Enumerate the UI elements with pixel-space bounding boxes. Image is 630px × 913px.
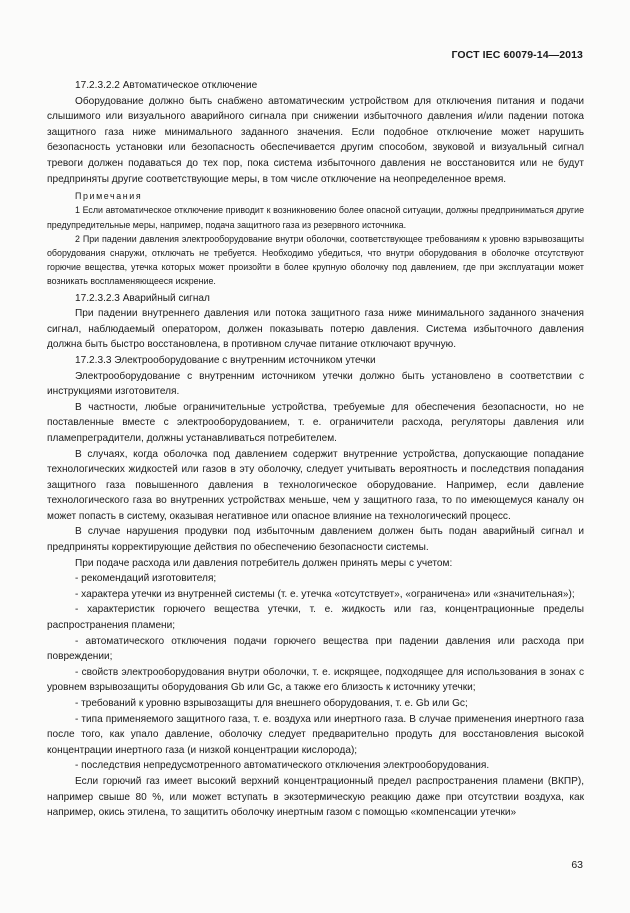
paragraph-flammable-gas: Если горючий газ имеет высокий верхний концентрационный предел распространения пламени (ВКПР), например свыше 80 %, или может вступать в экзотермическую реакцию даже при отсутствии воздуха, как например, окись этилена, то защитить оболочку инертным газом с помощью «компенсации утечки»: [47, 775, 584, 819]
document-body: [47, 78, 584, 821]
section-heading-alarm: 17.2.3.2.3 Аварийный сигнал: [75, 292, 210, 304]
list-item: - свойств электрооборудования внутри оболочки, т. е. искрящее, подходящее для использования в зонах с уровнем взрывозащиты оборудования Gb или Gc, а также его близость к источнику утечки;: [47, 666, 584, 694]
paragraph-measures-intro: При подаче расхода или давления потребитель должен принять меры с учетом:: [75, 557, 453, 569]
paragraph-auto-shutdown: Оборудование должно быть снабжено автоматическим устройством для отключения питания и подачи слышимого или визуального аварийного сигнала при снижении избыточного давления и/или падении потока защитного газа ниже минимального заданного значения. Если подобное отключение может нарушить безопасность установки или безопасность обеспечивается другим способом, звуковой и визуальный сигнал тревоги должен подаваться до тех пор, пока система избыточного давления не восстановится или не будут предприняты другие соответствующие меры, в том числе отключение на неопределенное время.: [47, 95, 584, 185]
note-2: 2 При падении давления электрооборудование внутри оболочки, соответствующее требованиям к уровню взрывозащиты оборудования снаружи, отключать не требуется. Необходимо убедиться, что внутри оборудования в оболочке отсутствуют горючие вещества, утечка которых может произойти в более крупную оболочку под давлением, где при эксплуатации может возникать воспламеняющееся искрение.: [47, 233, 584, 287]
note-1: 1 Если автоматическое отключение приводит к возникновению более опасной ситуации, должны предприниматься другие предупредительные меры, например, подача защитного газа из резервного источника.: [47, 205, 584, 230]
notes-title: Примечания: [75, 191, 143, 202]
paragraph-alarm: При падении внутреннего давления или потока защитного газа ниже минимального заданного значения сигнал, наблюдаемый оператором, должен показывать потерю давления. Система избыточного давления должна быть быстро восстановлена, в противном случае питание отключают вручную.: [47, 308, 584, 351]
page-number: 63: [571, 859, 583, 871]
paragraph-installation: Электрооборудование с внутренним источником утечки должно быть установлено в соответствии с инструкциями изготовителя.: [47, 370, 584, 398]
section-heading-auto-shutdown: 17.2.3.2.2 Автоматическое отключение: [75, 80, 258, 91]
list-item: - автоматического отключения подачи горючего вещества при падении давления или расхода при повреждении;: [47, 635, 584, 663]
list-item: - последствия непредусмотренного автоматического отключения электрооборудования.: [75, 760, 490, 772]
list-item: - требований к уровню взрывозащиты для внешнего оборудования, т. е. Gb или Gc;: [75, 698, 468, 710]
list-item: - рекомендаций изготовителя;: [75, 573, 217, 585]
list-item: - характера утечки из внутренней системы (т. е. утечка «отсутствует», «ограничена» или «значительная»);: [75, 588, 575, 600]
list-item: - характеристик горючего вещества утечки, т. е. жидкость или газ, концентрационные пределы распространения пламени;: [47, 604, 584, 632]
list-item: - типа применяемого защитного газа, т. е. воздуха или инертного газа. В случае применения инертного газа после того, как упало давление, оболочку следует предварительно продуть для восстановления высокой концентрации инертного газа (и низкой концентрации кислорода);: [47, 713, 584, 756]
paragraph-purge-failure: В случае нарушения продувки под избыточным давлением должен быть подан аварийный сигнал и предприняты корректирующие действия по обеспечению безопасности системы.: [47, 526, 584, 554]
paragraph-limiting-devices: В частности, любые ограничительные устройства, требуемые для обеспечения безопасности, но не поставленные вместе с электрооборудованием, т. е. ограничители расхода, регуляторы давления или пламепреградители, должны устанавливаться потребителем.: [47, 401, 584, 444]
section-heading-internal-leak: 17.2.3.3 Электрооборудование с внутренним источником утечки: [75, 354, 376, 366]
paragraph-internal-devices: В случаях, когда оболочка под давлением содержит внутренние устройства, допускающие попадание технологических жидкостей или газов в эту оболочку, следует учитывать вероятность и последствия попадания защитного газа повышенного давления в технологическое оборудование. Например, если давление технологического газа во внутренних устройствах меньше, чем у защитного газа, то по имеющемуся каналу он может попасть в систему, оказывая негативное или опасное влияние на технологический процесс.: [47, 448, 584, 522]
standard-code-header: ГОСТ IEC 60079-14—2013: [451, 49, 583, 61]
